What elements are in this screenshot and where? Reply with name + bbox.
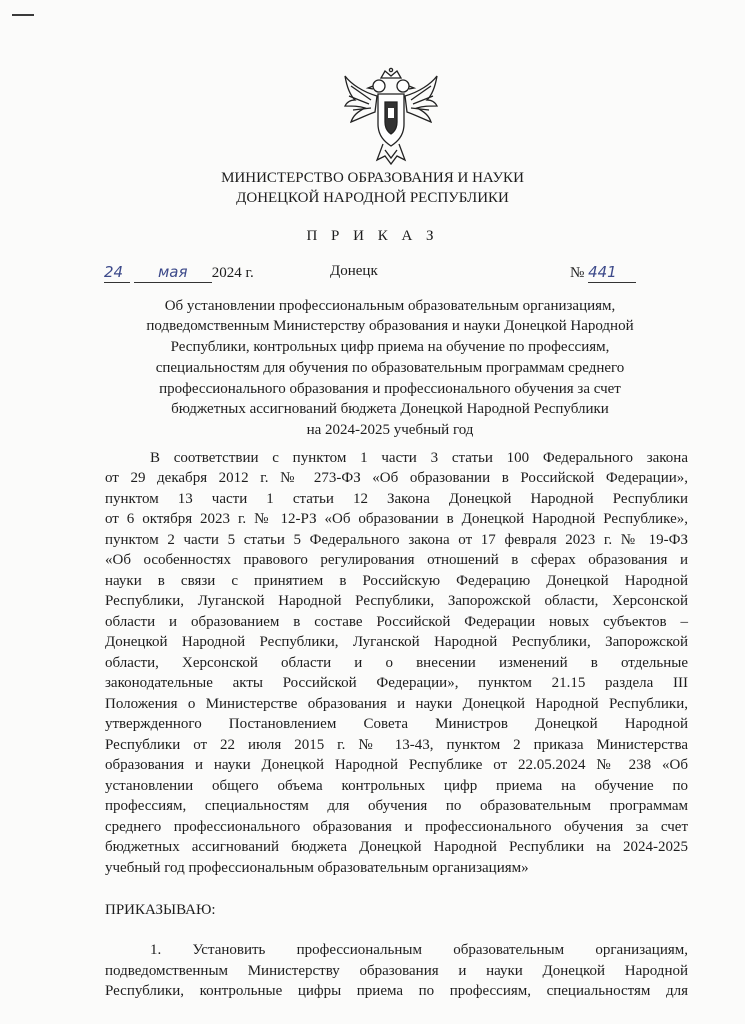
body-line: науки в связи с принятием в Российскую Федерацию Донецкой Народной: [105, 573, 688, 589]
item-line: подведомственным Министерству образования и науки Донецкой Народной: [105, 963, 688, 979]
title-line: Об установлении профессиональным образовательным организациям,: [164, 298, 616, 314]
body-line: «Об особенностях правового регулирования отношений в сферах образования и: [105, 552, 688, 568]
body-line: установлении общего объема контрольных цифр приема на обучение по: [105, 778, 688, 794]
body-line: от 6 октября 2023 г. № 12-РЗ «Об образовании в Донецкой Народной Республике»,: [105, 511, 688, 527]
body-line: пунктом 2 части 5 статьи 5 Федерального закона от 17 февраля 2023 г. № 19-ФЗ: [105, 532, 688, 548]
body-line: от 29 декабря 2012 г. № 273-ФЗ «Об образовании в Российской Федерации»,: [105, 470, 688, 486]
body-line: Республики, Луганской Народной Республики, Запорожской области, Херсонской: [105, 593, 688, 609]
body-line: области и образованием в составе Российской Федерации новых субъектов –: [105, 614, 688, 630]
body-line: пунктом 13 части 1 статьи 12 Закона Донецкой Народной Республики: [105, 491, 688, 507]
body-line: образования и науки Донецкой Народной Республике от 22.05.2024 № 238 «Об: [105, 757, 688, 773]
date-month-handwritten: мая: [157, 263, 188, 281]
title-line: профессионального образования и профессионального обучения за счет: [159, 381, 621, 397]
coat-of-arms-emblem-icon: [341, 66, 441, 166]
title-line: бюджетных ассигнований бюджета Донецкой Народной Республики: [171, 401, 609, 417]
body-line: области, Херсонской области и о внесении изменений в отдельные: [105, 655, 688, 671]
body-line: учебный год профессиональным образовательным организациям»: [105, 860, 529, 876]
order-number: [570, 263, 636, 283]
item-line: Республики, контрольные цифры приема по профессиям, специальностям для: [105, 983, 688, 999]
body-line: утвержденного Постановлением Совета Министров Донецкой Народной: [105, 716, 688, 732]
body-line: законодательные акты Российской Федерации», пунктом 21.15 раздела III: [105, 675, 688, 691]
ministry-name-line-2: ДОНЕЦКОЙ НАРОДНОЙ РЕСПУБЛИКИ: [236, 190, 509, 206]
order-city: Донецк: [330, 263, 378, 279]
decree-word: ПРИКАЗЫВАЮ:: [105, 902, 216, 918]
page-edge-mark: [12, 14, 34, 16]
body-line: среднего профессионального образования и профессионального обучения за счет: [105, 819, 688, 835]
body-line: В соответствии с пунктом 1 части 3 статьи 100 Федерального закона: [150, 450, 688, 466]
title-line: на 2024-2025 учебный год: [306, 422, 474, 438]
date-day-handwritten: 24: [104, 263, 124, 281]
number-prefix: №: [570, 265, 585, 281]
title-line: Республики, контрольных цифр приема на обучение по профессиям,: [170, 339, 610, 355]
title-line: специальностям для обучения по образовательным программам среднего: [155, 360, 625, 376]
body-line: Донецкой Народной Республики, Луганской Народной Республики, Запорожской: [105, 634, 688, 650]
body-line: профессиям, специальностям для обучения по образовательным программам: [105, 798, 688, 814]
order-heading: П Р И К А З: [306, 228, 439, 244]
body-line: Республики от 22 июля 2015 г. № 13-43, пунктом 2 приказа Министерства: [105, 737, 688, 753]
date-year: 2024 г.: [211, 265, 254, 281]
order-date: [104, 263, 254, 283]
number-handwritten: 441: [588, 263, 617, 281]
body-line: Положения о Министерстве образования и науки Донецкой Народной Республики,: [105, 696, 688, 712]
body-line: бюджетных ассигнований бюджета Донецкой Народной Республики на 2024-2025: [105, 839, 688, 855]
item-line: 1. Установить профессиональным образовательным организациям,: [150, 942, 688, 958]
ministry-name-line-1: МИНИСТЕРСТВО ОБРАЗОВАНИЯ И НАУКИ: [221, 170, 524, 186]
title-line: подведомственным Министерству образования и науки Донецкой Народной: [146, 318, 634, 334]
